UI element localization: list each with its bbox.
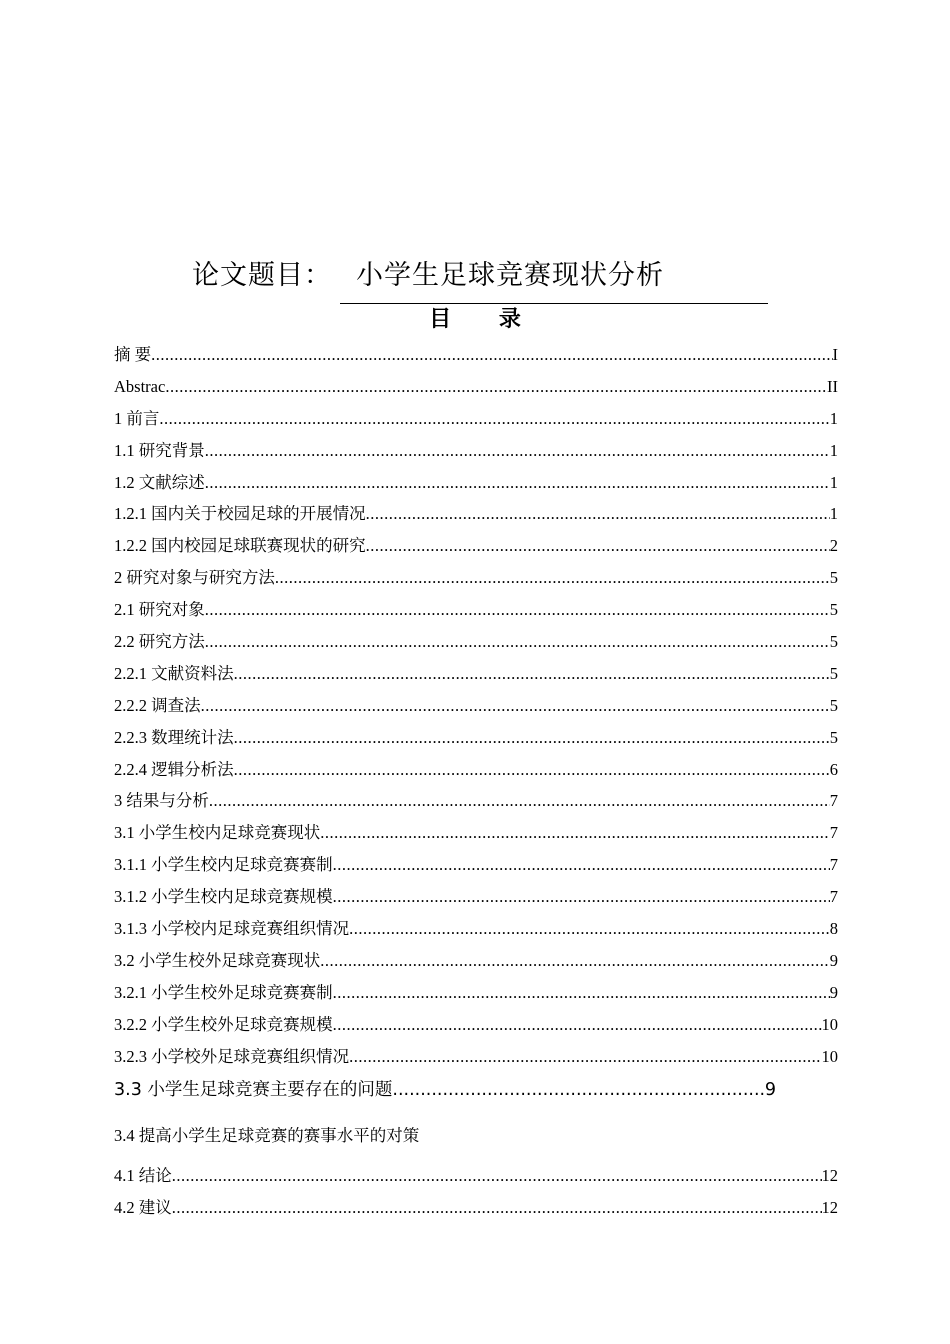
- toc-dot-leader: [201, 690, 830, 722]
- toc-entry-2-1[interactable]: [114, 594, 838, 626]
- toc-dot-leader: [205, 626, 830, 658]
- toc-entry-page: 1: [829, 408, 838, 428]
- toc-entry-page: 1: [829, 472, 838, 492]
- toc-dot-leader: [366, 530, 830, 562]
- toc-entry-title: 2 研究对象与研究方法: [114, 568, 275, 588]
- toc-entry-title: 3.4 提高小学生足球竞赛的赛事水平的对策: [114, 1126, 420, 1146]
- toc-dot-leader: [205, 467, 830, 499]
- toc-dot-leader: [320, 945, 830, 977]
- thesis-title-label: 论文题目：: [192, 260, 332, 290]
- toc-entry-page: 5: [829, 727, 838, 747]
- toc-entry-2-2-4[interactable]: [114, 754, 838, 786]
- toc-entry-1[interactable]: [114, 403, 838, 435]
- toc-dot-leader: [333, 1009, 822, 1041]
- toc-entry-3-1-1[interactable]: [114, 849, 838, 881]
- toc-entry-1-2-2[interactable]: [114, 530, 838, 562]
- toc-entry-page: 6: [829, 759, 838, 779]
- toc-entry-2-2-1[interactable]: [114, 658, 838, 690]
- toc-entry-1-2[interactable]: [114, 467, 838, 499]
- toc-entry-title: 1.2 文献综述: [114, 472, 205, 492]
- toc-entry-page: 5: [829, 663, 838, 683]
- toc-entry-3[interactable]: [114, 785, 838, 817]
- toc-entry-page: 12: [821, 1198, 838, 1218]
- toc-entry-page: 7: [829, 887, 838, 907]
- toc-entry-title: 3.1.2 小学生校内足球竞赛规模: [114, 887, 333, 907]
- toc-dot-leader: [234, 722, 830, 754]
- thesis-title: [192, 253, 664, 292]
- toc-entry-page: 7: [829, 855, 838, 875]
- toc-entry-title: 1 前言: [114, 408, 160, 428]
- toc-entry-3-2-1[interactable]: [114, 977, 838, 1009]
- toc-entry-2-2-2[interactable]: [114, 690, 838, 722]
- toc-entry-page: 5: [829, 632, 838, 651]
- toc-entry-title: 摘 要: [114, 344, 152, 364]
- toc-entry-title: 1.2.2 国内校园足球联赛现状的研究: [114, 536, 366, 556]
- toc-entry-3-2[interactable]: [114, 945, 838, 977]
- toc-dot-leader: [366, 498, 830, 530]
- toc-entry-title: 3.2.1 小学生校外足球竞赛赛制: [114, 982, 333, 1002]
- toc-entry-page: 9: [829, 950, 838, 970]
- toc-entry-page: 9: [764, 1080, 776, 1101]
- toc-entry-page: II: [827, 376, 838, 396]
- toc-dot-leader: [234, 754, 830, 786]
- toc-entry-title: 2.2.4 逻辑分析法: [114, 759, 234, 779]
- toc-entry-1-2-1[interactable]: [114, 498, 838, 530]
- toc-entry-title: Abstrac: [114, 376, 166, 396]
- toc-entry-page: 5: [829, 695, 838, 715]
- toc-entry-2-2-3[interactable]: [114, 722, 838, 754]
- toc-entry-title: 3.2.2 小学生校外足球竞赛规模: [114, 1014, 333, 1034]
- toc-entry-title: 3.1 小学生校内足球竞赛现状: [114, 823, 321, 843]
- toc-entry-title: 2.2.3 数理统计法: [114, 727, 234, 747]
- toc-dot-leader: [172, 1160, 822, 1192]
- toc-entry-page: 12: [821, 1166, 838, 1186]
- thesis-title-text: 小学生足球竞赛现状分析: [356, 260, 664, 290]
- toc-entry-page: 5: [829, 568, 838, 588]
- toc-entry-3-1-3[interactable]: [114, 913, 838, 945]
- toc-entry-title: 3.1.1 小学生校内足球竞赛赛制: [114, 855, 333, 875]
- toc-entry-title: 2.2.1 文献资料法: [114, 663, 234, 683]
- toc-entry-page: 1: [829, 440, 838, 460]
- toc-entry-page: 7: [829, 791, 838, 811]
- toc-dot-leader: [172, 1192, 822, 1224]
- toc-entry-page: 10: [821, 1046, 838, 1066]
- toc-entry-title: 3.3 小学生足球竞赛主要存在的问题: [114, 1080, 393, 1101]
- toc-dot-leader: [151, 339, 832, 371]
- toc-entry-3-1-2[interactable]: [114, 881, 838, 913]
- toc-entry-title: 4.2 建议: [114, 1198, 172, 1218]
- toc-dot-leader: [333, 977, 830, 1009]
- toc-entry-title: 1.1 研究背景: [114, 440, 205, 460]
- toc-dot-leader: [165, 371, 827, 403]
- toc-dot-leader: [159, 403, 829, 435]
- toc-dot-leader: [333, 881, 830, 913]
- toc-entry-title: 3 结果与分析: [114, 791, 209, 811]
- toc-entry-title: 2.2.2 调查法: [114, 695, 201, 715]
- toc-dot-leader: [320, 817, 830, 849]
- toc-entry-title: 1.2.1 国内关于校园足球的开展情况: [114, 504, 366, 524]
- toc-dot-leader: [209, 785, 830, 817]
- toc-entry-abstract-cn[interactable]: [114, 339, 838, 371]
- toc-entry-title: 3.2 小学生校外足球竞赛现状: [114, 950, 321, 970]
- toc-entry-2[interactable]: [114, 562, 838, 594]
- toc-entry-4-1[interactable]: [114, 1160, 838, 1192]
- toc-dot-leader: [205, 435, 830, 467]
- toc-entry-page: 5: [829, 600, 838, 620]
- toc-entry-2-2[interactable]: [114, 626, 838, 658]
- toc-entry-title: 3.2.3 小学校外足球竞赛组织情况: [114, 1046, 350, 1066]
- toc-entry-4-2[interactable]: [114, 1192, 838, 1224]
- table-of-contents: [114, 339, 838, 1224]
- toc-dot-leader: [205, 594, 830, 626]
- toc-entry-abstract-en[interactable]: [114, 371, 838, 403]
- toc-dot-leader: [392, 1060, 764, 1120]
- toc-entry-title: 2.1 研究对象: [114, 600, 205, 620]
- toc-entry-page: 8: [829, 919, 838, 939]
- toc-dot-leader: [234, 658, 830, 690]
- toc-entry-page: 1: [829, 504, 838, 524]
- toc-entry-title: 4.1 结论: [114, 1166, 172, 1186]
- toc-heading: 目 录: [429, 307, 541, 332]
- toc-entry-page: 10: [821, 1014, 838, 1034]
- toc-entry-page: 7: [829, 823, 838, 843]
- toc-entry-title: 3.1.3 小学校内足球竞赛组织情况: [114, 919, 350, 939]
- toc-entry-page: 9: [829, 982, 838, 1002]
- toc-entry-1-1[interactable]: [114, 435, 838, 467]
- toc-entry-3-2-2[interactable]: [114, 1009, 838, 1041]
- toc-entry-page: I: [832, 344, 838, 364]
- toc-entry-title: 2.2 研究方法: [114, 632, 205, 651]
- toc-dot-leader: [275, 562, 830, 594]
- toc-entry-page: 2: [829, 536, 838, 556]
- toc-dot-leader: [333, 849, 830, 881]
- toc-dot-leader: [349, 913, 830, 945]
- toc-entry-3-1[interactable]: [114, 817, 838, 849]
- toc-entry-3-4[interactable]: [114, 1120, 838, 1160]
